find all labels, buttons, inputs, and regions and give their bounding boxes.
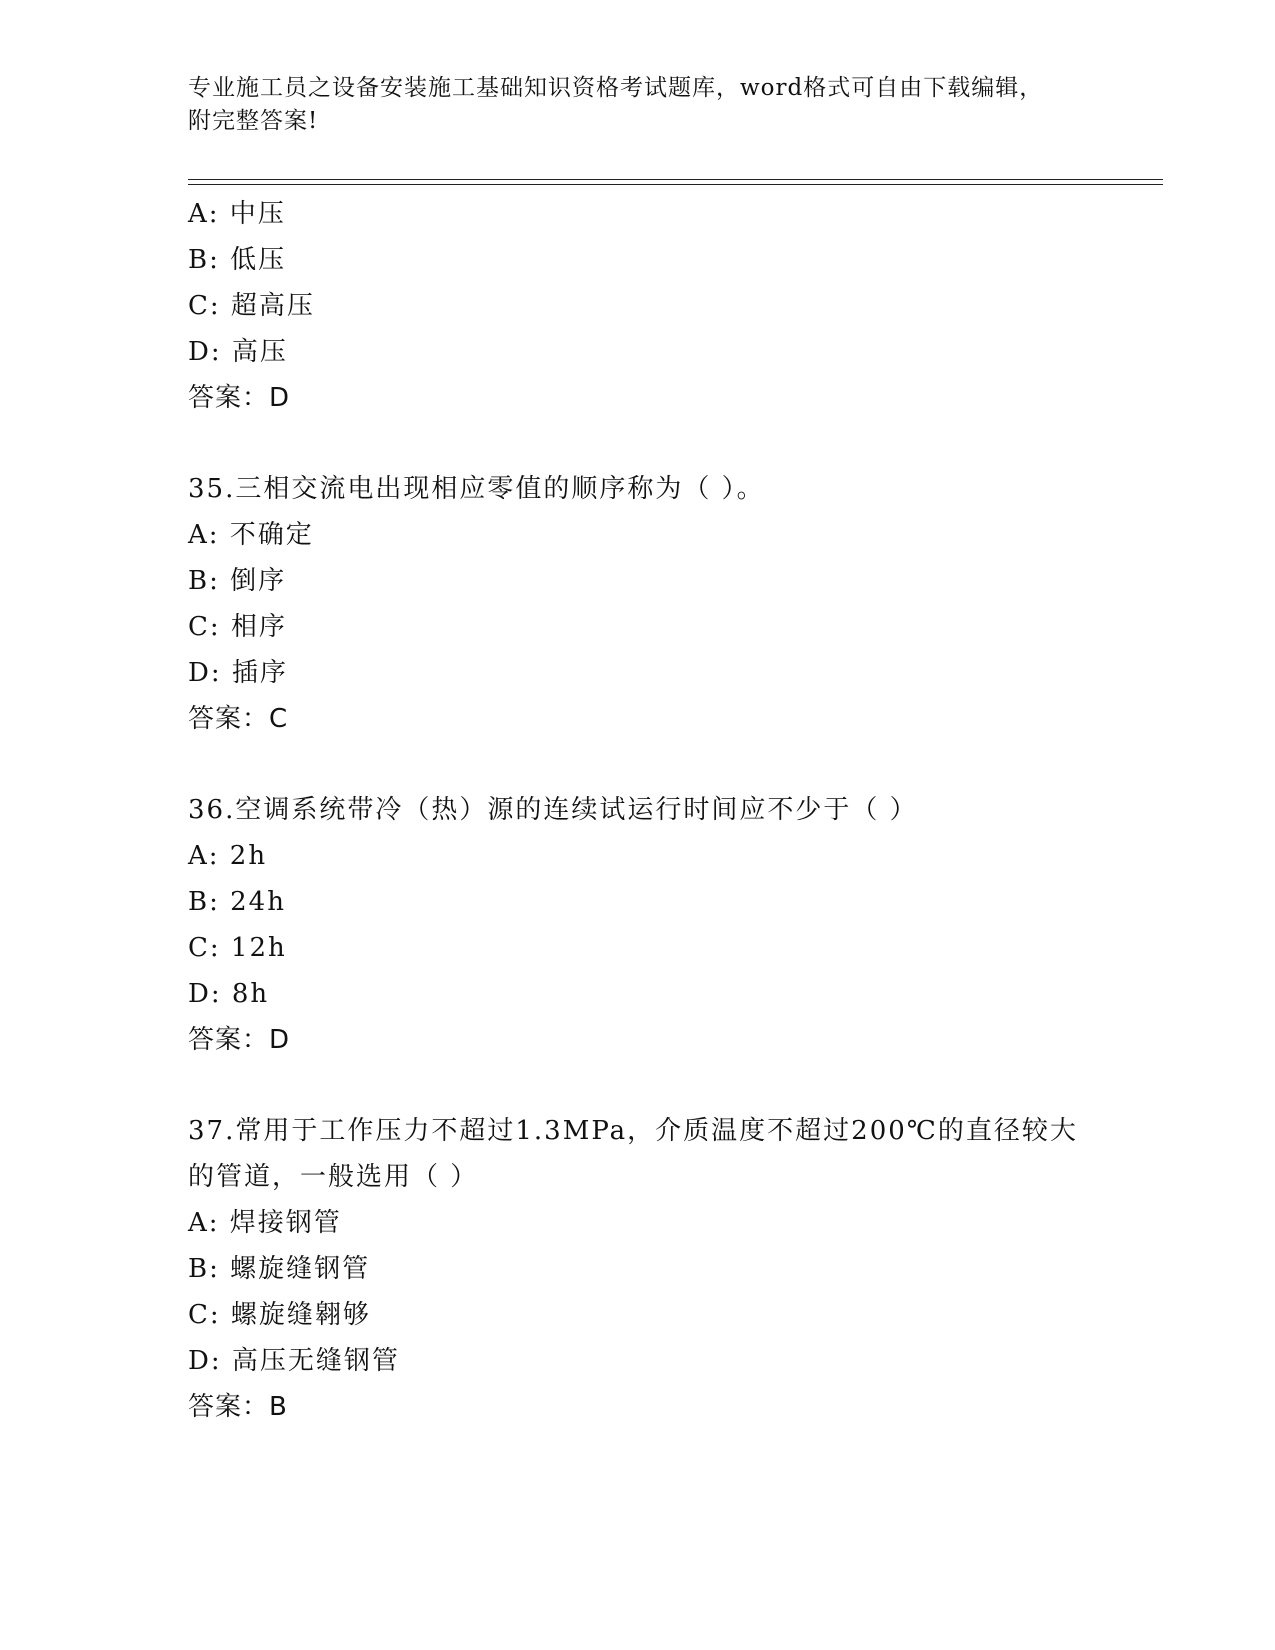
- header-line-1: 专业施工员之设备安装施工基础知识资格考试题库，word格式可自由下载编辑，: [188, 75, 1044, 101]
- option-a: A: 焊接钢管: [188, 1208, 342, 1238]
- header-line-2: 附完整答案!: [188, 108, 319, 134]
- option-c: C: 相序: [188, 612, 287, 642]
- question-stem: 35.三相交流电出现相应零值的顺序称为（ ）。: [188, 474, 765, 504]
- question-stem: 36.空调系统带冷（热）源的连续试运行时间应不少于（ ）: [188, 795, 918, 825]
- option-b: B: 低压: [188, 245, 287, 275]
- option-d: D: 高压: [188, 337, 288, 367]
- option-b: B: 螺旋缝钢管: [188, 1254, 371, 1284]
- option-b: B: 倒序: [188, 566, 287, 596]
- answer-line: 答案：D: [188, 1025, 291, 1055]
- header-rule-top: [188, 179, 1163, 180]
- option-c: C: 12h: [188, 933, 287, 963]
- option-b: B: 24h: [188, 887, 286, 917]
- option-d: D: 高压无缝钢管: [188, 1346, 400, 1376]
- option-c: C: 超高压: [188, 291, 315, 321]
- option-d: D: 插序: [188, 658, 288, 688]
- question-block-35: [188, 466, 1088, 742]
- question-list: [188, 191, 1088, 1430]
- question-block-34: [188, 191, 1088, 421]
- question-stem-line-2: 的管道，一般选用（ ）: [188, 1162, 479, 1192]
- option-a: A: 2h: [188, 841, 268, 871]
- question-block-36: [188, 787, 1088, 1063]
- page-header: [188, 72, 1088, 138]
- question-stem-line-1: 37.常用于工作压力不超过1.3MPa，介质温度不超过200℃的直径较大: [188, 1116, 1078, 1146]
- option-a: A: 中压: [188, 199, 286, 229]
- question-block-37: [188, 1108, 1088, 1430]
- answer-line: 答案：D: [188, 383, 291, 413]
- option-a: A: 不确定: [188, 520, 314, 550]
- answer-line: 答案：B: [188, 1392, 288, 1422]
- option-c: C: 螺旋缝翱够: [188, 1300, 371, 1330]
- answer-line: 答案：C: [188, 704, 289, 734]
- header-rule-bottom: [188, 184, 1163, 185]
- option-d: D: 8h: [188, 979, 270, 1009]
